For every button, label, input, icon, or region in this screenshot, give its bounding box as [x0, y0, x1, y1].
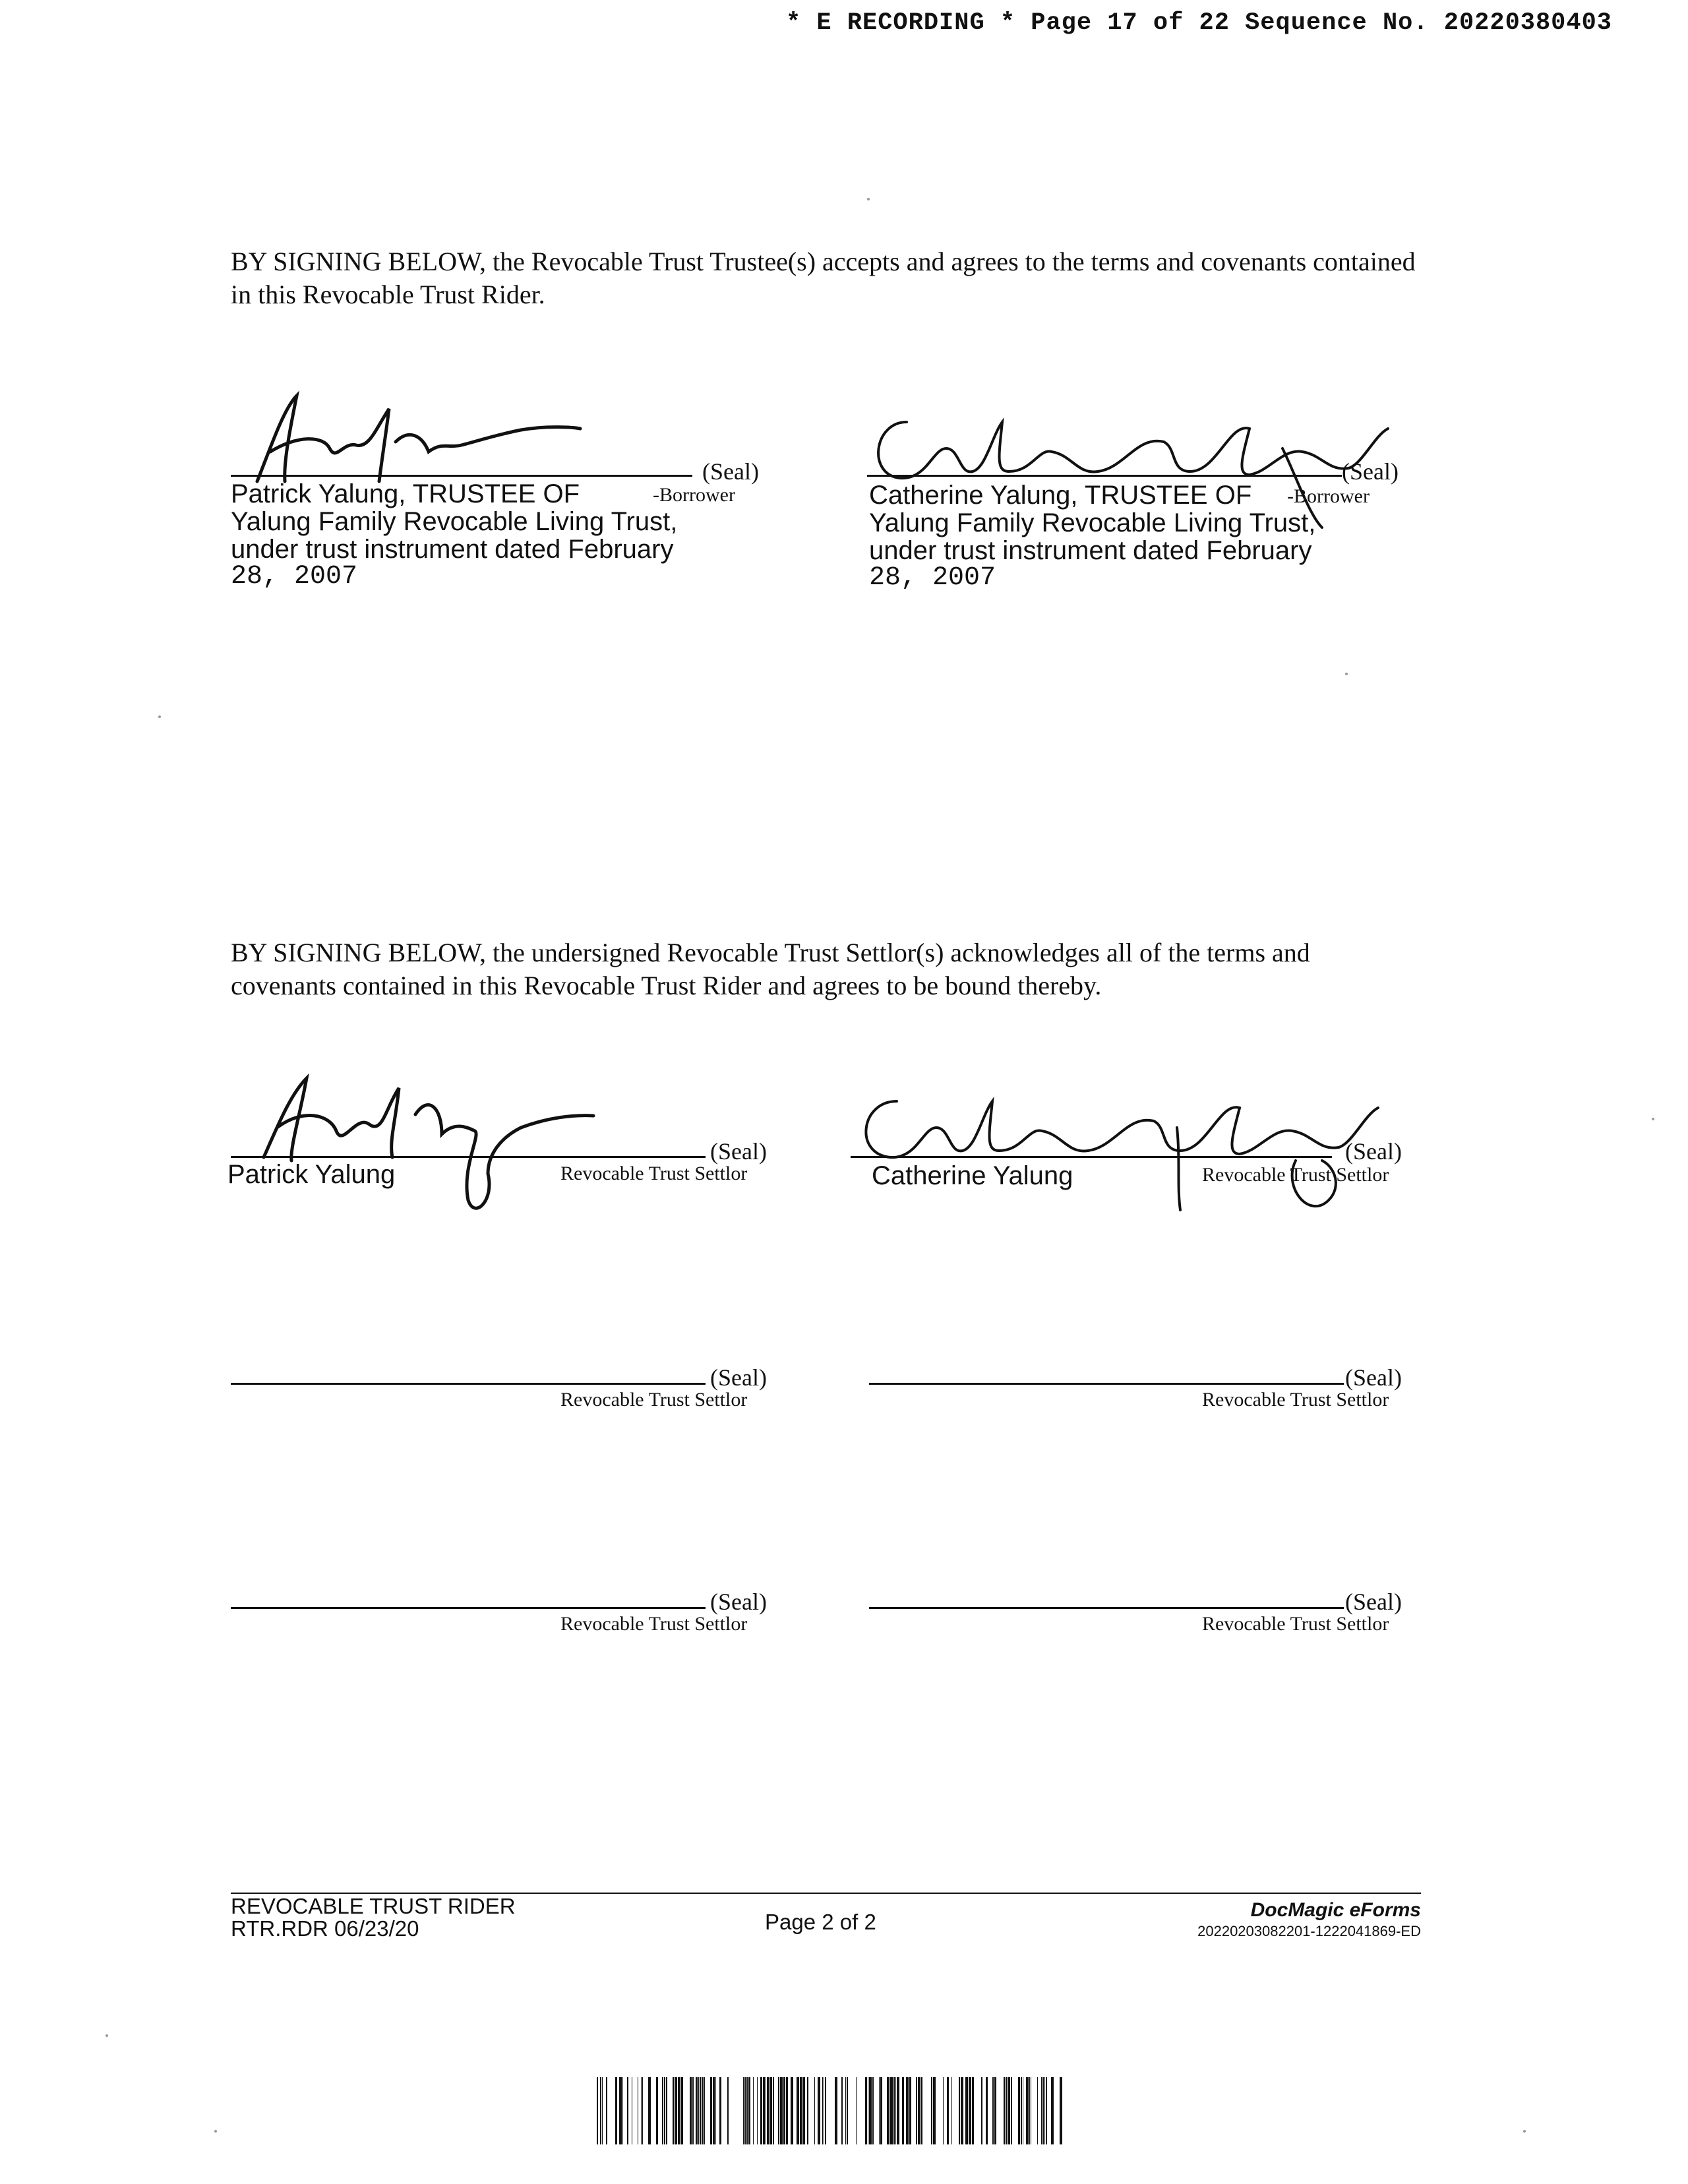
recording-header: * E RECORDING * Page 17 of 22 Sequence No. 20220380403 — [786, 9, 1612, 37]
trustee-name-line-4: 28, 2007 — [869, 563, 996, 593]
barcode-bar — [615, 2077, 617, 2144]
trustee-name-line-1: Patrick Yalung, TRUSTEE OF — [231, 479, 580, 508]
settlor-signature-catherine — [847, 1088, 1388, 1220]
scan-speck — [1345, 673, 1348, 675]
barcode-bar — [872, 2077, 874, 2144]
barcode-bar — [1042, 2077, 1044, 2144]
barcode-bar — [627, 2077, 628, 2144]
barcode-bar — [1060, 2077, 1062, 2144]
barcode-bar — [664, 2077, 665, 2144]
barcode-bar — [648, 2077, 651, 2144]
page-number: Page 2 of 2 — [765, 1910, 876, 1934]
barcode-bar — [961, 2077, 963, 2144]
barcode-bar — [673, 2077, 674, 2144]
trustee-name-line-3: under trust instrument dated February — [869, 536, 1312, 565]
barcode-bar — [602, 2077, 603, 2144]
scan-speck — [158, 715, 161, 718]
role-label: Revocable Trust Settlor — [560, 1613, 748, 1635]
scan-speck — [106, 2034, 108, 2037]
barcode-bar — [869, 2077, 872, 2144]
barcode-bar — [880, 2077, 882, 2144]
barcode-bar — [800, 2077, 802, 2144]
barcode-bar — [969, 2077, 971, 2144]
barcode-bar — [1021, 2077, 1022, 2144]
trustee-acknowledgment-paragraph: BY SIGNING BELOW, the Revocable Trust Trustee(s) accepts and agrees to the terms and covenants contained in this Revocable Trust Rider. — [231, 247, 1416, 309]
seal-label: (Seal) — [1342, 458, 1399, 485]
barcode-bar — [769, 2077, 772, 2144]
barcode-bar — [597, 2077, 598, 2144]
seal-label: (Seal) — [710, 1589, 767, 1615]
settlor-signature-line-2 — [851, 1156, 1332, 1158]
barcode-bar — [814, 2077, 815, 2144]
barcode-bar — [1006, 2077, 1007, 2144]
role-label: -Borrower — [653, 484, 735, 506]
role-label: -Borrower — [1287, 485, 1370, 507]
settlor-name: Patrick Yalung — [227, 1160, 396, 1189]
barcode-bar — [641, 2077, 642, 2144]
barcode-bar — [773, 2077, 774, 2144]
barcode-bar — [727, 2077, 729, 2144]
barcode-bar — [992, 2077, 994, 2144]
form-title: REVOCABLE TRUST RIDER — [231, 1894, 516, 1918]
barcode-bar — [1011, 2077, 1012, 2144]
trustee-signature-line-2 — [867, 475, 1342, 477]
role-label: Revocable Trust Settlor — [1202, 1164, 1389, 1186]
trustee-name-line-2: Yalung Family Revocable Living Trust, — [869, 508, 1316, 537]
barcode-bar — [890, 2077, 893, 2144]
settlor-signature-line-1 — [231, 1156, 706, 1158]
barcode-bar — [947, 2077, 949, 2144]
barcode-bar — [757, 2077, 758, 2144]
trustee-name-line-1: Catherine Yalung, TRUSTEE OF — [869, 481, 1252, 510]
barcode-bar — [825, 2077, 826, 2144]
barcode-bar — [678, 2077, 680, 2144]
barcode-bar — [767, 2077, 769, 2144]
barcode-bar — [1051, 2077, 1054, 2144]
barcode-bar — [807, 2077, 808, 2144]
document-id: 20220203082201-1222041869-ED — [1197, 1923, 1421, 1939]
barcode-bar — [879, 2077, 880, 2144]
barcode-bar — [681, 2077, 683, 2144]
barcode-bar — [780, 2077, 783, 2144]
barcode-bar — [1044, 2077, 1045, 2144]
barcode-bar — [690, 2077, 692, 2144]
barcode-bar — [994, 2077, 996, 2144]
seal-label: (Seal) — [710, 1364, 767, 1391]
settlor-name: Catherine Yalung — [872, 1161, 1073, 1190]
barcode-bar — [951, 2077, 952, 2144]
barcode-bar — [715, 2077, 716, 2144]
barcode-bar — [1004, 2077, 1005, 2144]
barcode-bar — [918, 2077, 920, 2144]
seal-label: (Seal) — [1345, 1138, 1402, 1165]
barcode-bar — [909, 2077, 911, 2144]
barcode-bar — [606, 2077, 607, 2144]
barcode-bar — [797, 2077, 799, 2144]
barcode-bar — [760, 2077, 762, 2144]
form-code: RTR.RDR 06/23/20 — [231, 1916, 419, 1941]
trustee-signature-patrick — [244, 389, 587, 488]
barcode-bar — [943, 2077, 944, 2144]
settlor-signature-patrick — [244, 1068, 600, 1220]
barcode-bar — [786, 2077, 788, 2144]
barcode-bar — [713, 2077, 715, 2144]
barcode-bar — [818, 2077, 820, 2144]
barcode-bar — [841, 2077, 843, 2144]
barcode-bar — [642, 2077, 643, 2144]
barcode-bar — [986, 2077, 988, 2144]
barcode-bar — [702, 2077, 704, 2144]
barcode-bar — [895, 2077, 896, 2144]
barcode-bar — [1008, 2077, 1010, 2144]
settlor-signature-line-4 — [869, 1383, 1344, 1385]
barcode-bar — [822, 2077, 823, 2144]
docmagic-logo: DocMagic eForms — [1250, 1899, 1421, 1921]
role-label: Revocable Trust Settlor — [1202, 1389, 1389, 1410]
barcode-bar — [906, 2077, 909, 2144]
barcode-bar — [791, 2077, 793, 2144]
barcode-bar — [675, 2077, 677, 2144]
settlor-signature-line-6 — [869, 1607, 1344, 1609]
barcode-bar — [1026, 2077, 1029, 2144]
seal-label: (Seal) — [710, 1138, 767, 1165]
barcode-bar — [692, 2077, 694, 2144]
barcode-bar — [1041, 2077, 1042, 2144]
scan-speck — [1652, 1118, 1654, 1120]
trustee-name-line-2: Yalung Family Revocable Living Trust, — [231, 507, 678, 536]
barcode-bar — [748, 2077, 750, 2144]
barcode-bar — [710, 2077, 712, 2144]
barcode-bar — [662, 2077, 663, 2144]
barcode-bar — [981, 2077, 982, 2144]
settlor-signature-line-5 — [231, 1607, 706, 1609]
barcode-bar — [783, 2077, 785, 2144]
barcode-bar — [931, 2077, 932, 2144]
scan-speck — [867, 198, 870, 200]
barcode-bar — [902, 2077, 904, 2144]
barcode-bar — [845, 2077, 846, 2144]
barcode-bar — [802, 2077, 805, 2144]
barcode-bar — [696, 2077, 698, 2144]
barcode-bar — [778, 2077, 779, 2144]
role-label: Revocable Trust Settlor — [1202, 1613, 1389, 1635]
role-label: Revocable Trust Settlor — [560, 1389, 748, 1410]
barcode-bar — [656, 2077, 658, 2144]
barcode-bar — [1029, 2077, 1030, 2144]
barcode-bar — [704, 2077, 705, 2144]
trustee-name-line-3: under trust instrument dated February — [231, 535, 674, 564]
barcode-bar — [698, 2077, 699, 2144]
scan-speck — [214, 2130, 217, 2133]
barcode-bar — [746, 2077, 748, 2144]
seal-label: (Seal) — [1345, 1364, 1402, 1391]
barcode-bar — [1037, 2077, 1038, 2144]
settlor-signature-line-3 — [231, 1383, 706, 1385]
trustee-signature-line-1 — [231, 475, 692, 477]
barcode — [597, 2077, 1066, 2144]
barcode-bar — [753, 2077, 754, 2144]
barcode-bar — [865, 2077, 867, 2144]
barcode-bar — [1018, 2077, 1020, 2144]
barcode-bar — [719, 2077, 721, 2144]
barcode-bar — [1046, 2077, 1047, 2144]
settlor-acknowledgment-paragraph: BY SIGNING BELOW, the undersigned Revocable Trust Settlor(s) acknowledges all of the terms and covenants contained in this Revocable Trust Rider and agrees to be bound thereby. — [231, 938, 1310, 1000]
barcode-bar — [700, 2077, 701, 2144]
barcode-bar — [972, 2077, 974, 2144]
barcode-bar — [847, 2077, 848, 2144]
barcode-bar — [763, 2077, 765, 2144]
barcode-bar — [897, 2077, 899, 2144]
barcode-bar — [933, 2077, 936, 2144]
barcode-bar — [921, 2077, 922, 2144]
barcode-bar — [887, 2077, 889, 2144]
seal-label: (Seal) — [1345, 1589, 1402, 1615]
trustee-name-line-4: 28, 2007 — [231, 562, 358, 592]
barcode-bar — [856, 2077, 857, 2144]
barcode-bar — [835, 2077, 837, 2144]
barcode-bar — [965, 2077, 968, 2144]
barcode-bar — [959, 2077, 960, 2144]
scan-speck — [1523, 2130, 1526, 2133]
seal-label: (Seal) — [702, 458, 759, 485]
barcode-bar — [743, 2077, 744, 2144]
footer-form-info — [231, 1895, 516, 1940]
barcode-bar — [600, 2077, 601, 2144]
barcode-bar — [622, 2077, 623, 2144]
barcode-bar — [619, 2077, 622, 2144]
barcode-bar — [744, 2077, 746, 2144]
barcode-bar — [666, 2077, 667, 2144]
barcode-bar — [893, 2077, 895, 2144]
barcode-bar — [916, 2077, 917, 2144]
role-label: Revocable Trust Settlor — [560, 1163, 748, 1184]
